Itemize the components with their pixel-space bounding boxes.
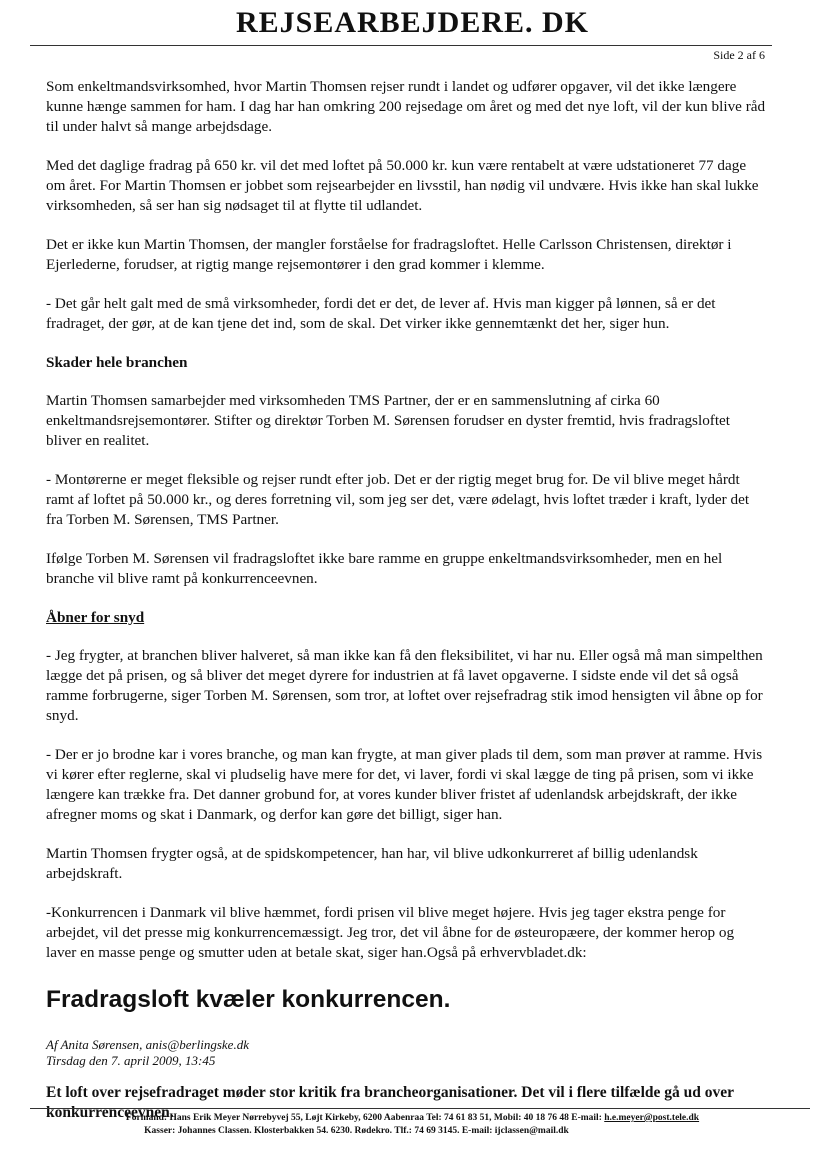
footer bbox=[0, 1112, 825, 1138]
paragraph: - Montørerne er meget fleksible og rejser rundt efter job. Det er der rigtig meget brug for. De vil blive meget hårdt ramt af loftet på 50.000 kr., og deres forretning vil, som jeg ser det, være ødelagt, hvis loftet træder i kraft, lyder det fra Torben M. Sørensen, TMS Partner. bbox=[46, 471, 750, 528]
article-headline: Fradragsloft kvæler konkurrencen. bbox=[46, 986, 451, 1013]
paragraph: Som enkeltmandsvirksomhed, hvor Martin Thomsen rejser rundt i landet og udfører opgaver, vil det ikke længere kunne hænge sammen for ham. I dag har han omkring 200 rejsedage om året og med det nye loft, vil der kun blive råd til under halvt så mange arbejdsdage. bbox=[46, 78, 766, 135]
byline-author: Af Anita Sørensen, anis@berlingske.dk bbox=[46, 1037, 249, 1052]
byline-date: Tirsdag den 7. april 2009, 13:45 bbox=[46, 1053, 216, 1068]
footer-chairman-text: Formand: Hans Erik Meyer Nørrebyvej 55, Løjt Kirkeby, 6200 Aabenraa Tel: 74 61 83 51, Mobil: 40 18 76 48 E-mail: bbox=[125, 1113, 605, 1123]
article-lead: Et loft over rejsefradraget møder stor kritik fra brancheorganisationer. Det vil i flere tilfælde gå ud over konkurrenceevnen. bbox=[46, 1084, 734, 1121]
header-divider bbox=[30, 45, 772, 46]
section-heading: Åbner for snyd bbox=[46, 609, 145, 626]
paragraph: Det er ikke kun Martin Thomsen, der mangler forståelse for fradragsloftet. Helle Carlsson Christensen, direktør i Ejerlederne, forudser, at rigtig mange rejsemontører i den grad kommer i klemme. bbox=[46, 236, 732, 273]
paragraph: Ifølge Torben M. Sørensen vil fradragsloftet ikke bare ramme en gruppe enkeltmandsvirksomheder, men en hel branche vil blive ramt på konkurrenceevnen. bbox=[46, 550, 723, 587]
paragraph: Med det daglige fradrag på 650 kr. vil det med loftet på 50.000 kr. kun være rentabelt at være udstationeret 77 dage om året. For Martin Thomsen er jobbet som rejsearbejder en livsstil, han nødig vil undvære. Hvis ikke han skal lukke virksomheden, så ser han sig nødsaget til at flytte til udlandet. bbox=[46, 157, 759, 214]
paragraph: Martin Thomsen samarbejder med virksomheden TMS Partner, der er en sammenslutning af cirka 60 enkeltmandsrejsemontører. Stifter og direktør Torben M. Sørensen forudser en dyster fremtid, hvis fradragsloftet bliver en realitet. bbox=[46, 392, 731, 449]
section-heading: Skader hele branchen bbox=[46, 354, 188, 371]
paragraph: - Der er jo brodne kar i vores branche, og man kan frygte, at man giver plads til dem, som man prøver at ramme. Hvis vi kører efter reglerne, skal vi pludselig have mere for det, vi laver, fordi vi skal lægge de ting på prisen, som vi ikke længere kan trække fra. Det danner grobund for, at vores kunder bliver fristet af udenlandsk arbejdskraft, der ikke afregner moms og skat i Danmark, og derfor kan gøre det billigt, siger han. bbox=[46, 746, 763, 823]
footer-divider bbox=[30, 1108, 810, 1109]
footer-line-treasurer: Kasser: Johannes Classen. Klosterbakken 54. 6230. Rødekro. Tlf.: 74 69 3145. E-mail: ijclassen@mail.dk bbox=[144, 1126, 569, 1136]
page-number: Side 2 af 6 bbox=[713, 48, 765, 62]
footer-chairman-email[interactable]: h.e.meyer@post.tele.dk bbox=[604, 1113, 700, 1123]
paragraph: -Konkurrencen i Danmark vil blive hæmmet, fordi prisen vil blive meget højere. Hvis jeg tager ekstra penge for arbejdet, vil det presse mig konkurrencemæssigt. Jeg tror, det vil åbne for de østeuropæere, der kommer herop og laver en masse penge og smutter uden at betale skat, siger han.Også på erhvervbladet.dk: bbox=[46, 904, 735, 961]
paragraph: - Det går helt galt med de små virksomheder, fordi det er det, de lever af. Hvis man kigger på lønnen, så er det fradraget, der gør, at de kan tjene det ind, som de skal. Det virker ikke gennemtænkt det her, siger hun. bbox=[46, 295, 716, 332]
site-title: REJSEARBEJDERE. DK bbox=[235, 6, 590, 39]
paragraph: - Jeg frygter, at branchen bliver halveret, så man ikke kan få den fleksibilitet, vi har nu. Eller også må man simpelthen lægge det på prisen, og så bliver det meget dyrere for industrien at få lavet opgaverne. I sidste ende vil det så også ramme forbrugerne, siger Torben M. Sørensen, som tror, at loftet over rejsefradrag stik imod hensigten vil åbne op for snyd. bbox=[46, 647, 763, 724]
footer-line-chairman bbox=[0, 1112, 825, 1125]
byline bbox=[46, 1037, 768, 1069]
article-body bbox=[46, 77, 768, 1142]
paragraph: Martin Thomsen frygter også, at de spidskompetencer, han har, vil blive udkonkurreret af billig udenlandsk arbejdskraft. bbox=[46, 845, 698, 882]
